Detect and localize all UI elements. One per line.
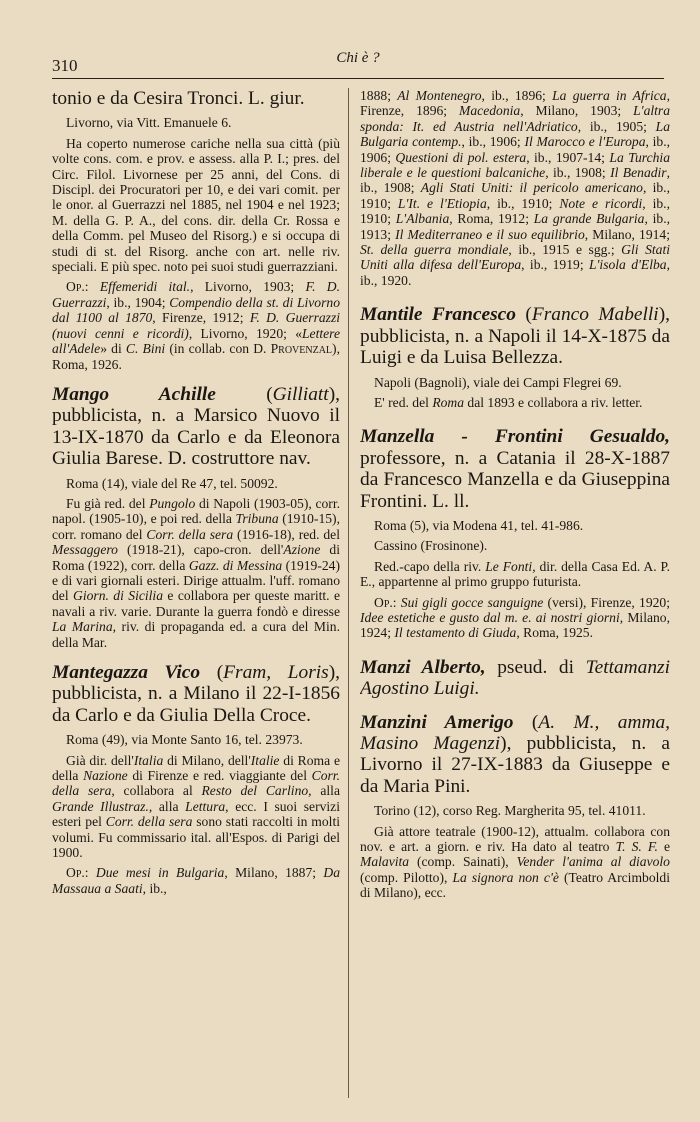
entry-manzi-alberto (360, 657, 670, 700)
page-header (52, 44, 664, 79)
works-list (360, 595, 670, 641)
work-title: Il Mediterraneo e il suo equilibrio (395, 226, 585, 242)
entry-name: Mango Achille (52, 383, 216, 405)
text-run: , ib., 1908; (545, 165, 611, 181)
work-title: La Turchia liberale e le questioni balcaniche (360, 149, 670, 181)
work-title: Corr. della sera (146, 526, 234, 542)
work-title: F. D. Guerrazzi (nuovi cenni e ricordi) (52, 310, 340, 341)
entry-heading: Mantile Francesco (Franco Mabelli), pubblicista, n. a Napoli il 14-X-1875 da Luigi e da Luisa Bellezza. (360, 304, 670, 369)
text-run: , ib., 1896; (481, 88, 553, 103)
entry-name: Manzella - Frontini Gesualdo, (360, 426, 670, 448)
work-title: Il Benadir (610, 165, 667, 181)
work-title: Italie (250, 752, 280, 768)
work-title: Azione (283, 542, 321, 558)
work-title: Macedonia (459, 103, 521, 119)
text-run: di Milano, dell' (163, 752, 251, 768)
work-title: Pungolo (149, 495, 196, 511)
entry-cross-reference: Tettamanzi Agostino Luigi. (360, 656, 670, 700)
works-list-continued (360, 88, 670, 288)
text-run: (comp. Sainati), (409, 854, 517, 870)
text-run: Red.-capo della riv. (374, 558, 486, 574)
entry-tronci-continuation (52, 88, 340, 372)
work-title: L'isola d'Elba (588, 257, 667, 273)
text-run: Già dir. dell' (66, 752, 134, 768)
entry-heading-text: pseud. di (497, 656, 574, 678)
text-run: , ib., 1913; (360, 211, 670, 242)
text-run: di Roma e della (52, 752, 340, 784)
text-run: , Livorno, 1903; (190, 279, 306, 295)
entry-heading-text: pubblicista, n. a Napoli il 14-X-1875 da Luigi e da Luisa Bellezza. (360, 325, 670, 369)
work-title: Messaggero (52, 542, 118, 558)
text-run: , ib., 1910; (360, 180, 670, 211)
text-run: 1888; (360, 88, 398, 103)
text-run: , Roma, 1925. (516, 625, 593, 641)
text-run: dal 1893 e collabora a riv. letter. (464, 394, 643, 410)
work-title: Lettura (185, 798, 226, 814)
work-title: Note e ricordi (559, 195, 643, 211)
work-title: Vender l'anima al diavolo (516, 854, 670, 870)
work-title: F. D. Guerrazzi (52, 279, 340, 310)
text-run: (comp. Pilotto), (360, 869, 453, 885)
work-title: Gli Stati Uniti alla difesa dell'Europa (360, 242, 670, 273)
text-run: E' red. del (374, 394, 433, 410)
works-label: Op.: (374, 594, 397, 610)
works-label: Op.: (66, 279, 89, 295)
entry-heading: Mango Achille (Gilliatt), pubblicista, n. a Marsico Nuovo il 13-IX-1870 da Carlo e da Eleonora Giulia Barese. D. costruttore nav. (52, 383, 340, 470)
entry-name: Manzini Amerigo (360, 711, 514, 733)
text-run: (in collab. con D. (165, 341, 271, 357)
text-run: , ib., 1906; (461, 134, 525, 150)
text-run: » di (100, 341, 126, 357)
text-run: , riv. di propaganda ed. a cura del Min. della Mar. (52, 619, 340, 650)
entry-heading-text: pubblicista, n. a Livorno il 27-IX-1883 da Giuseppe e da Maria Pini. (360, 733, 670, 797)
text-run: , Milano, 1924; (360, 609, 670, 641)
text-run: (1918-21), capo-cron. dell' (117, 542, 284, 558)
text-run: (Teatro Arcimboldi di Milano), ecc. (360, 869, 670, 901)
entry-works (52, 279, 340, 371)
text-run: , Roma, 1912; (449, 211, 534, 227)
work-title: Grande Illustraz. (52, 798, 149, 814)
text-run: , ib., 1910; (360, 195, 670, 227)
entry-address: Roma (49), via Monte Santo 16, tel. 23973. (66, 732, 303, 748)
work-title: Gazz. di Messina (188, 557, 283, 573)
works-list (52, 279, 340, 371)
entry-heading: tonio e da Cesira Tronci. L. giur. (52, 88, 305, 109)
work-title: Sui gigli gocce sanguigne (400, 594, 544, 610)
work-title: Corr. della sera (105, 814, 193, 830)
entry-address-secondary: Cassino (Frosinone). (374, 538, 488, 554)
text-run: , Firenze, 1896; (360, 88, 670, 119)
entry-biography: Ha coperto numerose cariche nella sua città (più volte cons. com. e prov. e assess. alla P. I.; pres. del Circ. Filol. Livornese per 25 anni, del Cons. di Discipl. dei Procuratori per 10, e dei vari comit. per le onor. al Guerrazzi nel 1885, nel 1904 e nel 1923; M. della G. P. A., del cons. dir. della Cr. Rossa e della Comm. pel Museo del Risorg.) e si occupa di studi di st. del Risorg. anche con art. nelle riv. speciali. E più spec. noto pei suoi studi guerrazziani. (52, 135, 340, 275)
work-title: L'altra sponda: It. ed Austria nell'Adriatico (360, 103, 670, 134)
text-run: ), Roma, 1926. (52, 341, 340, 372)
work-title: La Bulgaria contemp. (360, 118, 670, 150)
text-run: Già attore teatrale (1900-12), attualm. collabora con nov. e art. a giorn. e riv. Ha dato al teatro (360, 823, 670, 855)
entry-heading (360, 657, 670, 700)
entry-address: Livorno, via Vitt. Emanuele 6. (66, 115, 232, 131)
entry-address: Torino (12), corso Reg. Margherita 95, tel. 41011. (374, 803, 646, 819)
entry-heading-text: pubblicista, n. a Milano il 22-I-1856 da Carlo e da Giulia Della Croce. (52, 683, 340, 726)
entry-mango-achille (52, 384, 340, 650)
text-run: , ib., 1907-14; (526, 149, 610, 165)
works-label: Op.: (66, 865, 89, 881)
entry-manzella-frontini (360, 426, 670, 640)
entry-works (360, 595, 670, 641)
work-title: St. della guerra mondiale (360, 242, 509, 258)
work-title: Roma (432, 394, 465, 410)
work-title: La Marina (52, 619, 113, 635)
works-list (52, 865, 340, 895)
text-run: , ecc. I suoi servizi esteri pel (52, 798, 340, 830)
entry-biography (360, 559, 670, 590)
text-run: , alla (308, 783, 340, 799)
entry-biography (52, 753, 340, 861)
entry-heading: Manzini Amerigo (A. M., amma, Masino Magenzi), pubblicista, n. a Livorno il 27-IX-1883 da Giuseppe e da Maria Pini. (360, 711, 670, 797)
text-run: (versi), Firenze, 1920; (543, 594, 670, 610)
entry-manzini-amerigo (360, 712, 670, 901)
text-run: , ib., 1920. (360, 257, 670, 288)
text-run: Fu già red. del (66, 495, 150, 511)
entry-alias: Fram, Loris (223, 662, 329, 683)
text-run: , ib., 1910; (486, 195, 560, 211)
entry-heading: Mantegazza Vico (Fram, Loris), pubblicista, n. a Milano il 22-I-1856 da Carlo e da Giulia Della Croce. (52, 662, 340, 726)
work-title: Il Marocco e l'Europa (524, 134, 646, 150)
work-title: L'Albania (395, 211, 450, 227)
work-title: L'It. e l'Etiopia (397, 195, 487, 211)
entry-biography (360, 395, 670, 410)
text-run: , dir. della Casa Ed. A. P. E., appartenne al primo gruppo futurista. (360, 558, 670, 590)
work-title: Idee estetiche e gusto dal m. e. ai nostri giorni (360, 609, 620, 625)
running-head: Chi è ? (336, 50, 380, 66)
work-title: La guerra in Africa (552, 88, 667, 103)
entry-address: Roma (5), via Modena 41, tel. 41-986. (374, 517, 584, 533)
entry-alias: Gilliatt (272, 383, 329, 405)
entry-biography (360, 824, 670, 901)
right-column (360, 88, 670, 1102)
work-title: Italia (133, 752, 164, 768)
work-title: Lettere all'Adele (52, 325, 340, 357)
work-title: Effemeridi ital. (99, 279, 191, 295)
text-run: di Roma (1922), corr. della (52, 542, 340, 573)
text-run: , ib., 1905; (577, 118, 656, 134)
work-title: Tribuna (235, 511, 279, 527)
text-run: , collabora al (111, 783, 202, 799)
text-run: Provenzal (270, 341, 333, 357)
text-run: , alla (148, 798, 186, 814)
entry-name: Manzi Alberto, (360, 656, 486, 678)
work-title: Corr. della sera (52, 768, 340, 799)
entry-heading-text: professore, n. a Catania il 28-X-1887 da Francesco Manzella e da Giuseppina Frontini. L. ll. (360, 447, 670, 512)
entry-mantegazza-vico (52, 662, 340, 896)
entry-heading (360, 426, 670, 512)
entry-alias: Franco Mabelli (531, 304, 659, 326)
column-rule (348, 88, 349, 1098)
text-run: , Milano, 1914; (584, 226, 670, 242)
text-run: , Milano, 1887; (224, 865, 324, 881)
entry-mantegazza-continuation (360, 88, 670, 288)
work-title: Due mesi in Bulgaria (95, 865, 225, 881)
text-run: (1919-24) e di vari giornali esteri. Dirige attualm. l'uff. romano del (52, 557, 340, 604)
left-column (52, 88, 340, 1102)
entry-biography (52, 496, 340, 650)
work-title: Nazione (83, 768, 128, 784)
work-title: La signora non c'è (452, 869, 559, 885)
text-run: , ib., 1908; (360, 165, 670, 196)
work-title: Resto del Carlino (201, 783, 309, 799)
entry-alias: A. M., amma, Masino Magenzi (360, 711, 670, 754)
work-title: La grande Bulgaria (533, 211, 645, 227)
entry-address: Napoli (Bagnoli), viale dei Campi Flegrei 69. (374, 374, 622, 390)
work-title: C. Bini (125, 341, 166, 357)
work-title: Il testamento di Giuda (394, 625, 517, 641)
work-title: T. S. F. (615, 839, 658, 855)
text-run: , ib., 1904; (106, 294, 170, 310)
work-title: Le Fonti (485, 558, 533, 574)
work-title: Agli Stati Uniti: il pericolo americano (420, 180, 643, 196)
text-run: , ib., (142, 880, 167, 896)
work-title: Al Montenegro (397, 88, 482, 103)
text-run: di Napoli (1903-05), corr. napol. (1905-10), e poi red. della (52, 495, 340, 527)
entry-address: Roma (14), viale del Re 47, tel. 50092. (66, 475, 278, 491)
text-run: sono stati raccolti in molti volumi. Fu commissario ital. all'Espos. di Parigi del 1900. (52, 814, 340, 861)
text-run: , ib., 1915 e sgg.; (508, 242, 622, 258)
text-run: e collabora per queste maritt. e navali a riv. varie. Durante la guerra fondò e diresse (52, 588, 340, 619)
work-title: Giorn. di Sicilia (73, 588, 164, 604)
entry-name: Mantile Francesco (360, 304, 516, 326)
entry-mantile-francesco (360, 304, 670, 410)
text-run: e (657, 839, 670, 855)
text-run: , Livorno, 1920; « (188, 325, 302, 341)
page-number: 310 (52, 56, 78, 75)
text-run: , Firenze, 1912; (152, 310, 250, 326)
entry-name: Mantegazza Vico (52, 662, 201, 683)
text-run: (1910-15), corr. romano del (52, 511, 340, 542)
work-title: Da Massaua a Saati (52, 865, 340, 896)
text-run: , Milano, 1903; (520, 103, 634, 119)
text-run: di Firenze e red. viaggiante del (127, 768, 312, 784)
work-title: Questioni di pol. estera (395, 149, 527, 165)
work-title: Compendio della st. di Livorno dal 1100 al 1870 (52, 294, 340, 326)
text-run: , ib., 1906; (360, 134, 670, 165)
entry-works (52, 865, 340, 896)
text-run: , ib., 1919; (521, 257, 589, 273)
entry-heading-text: pubblicista, n. a Marsico Nuovo il 13-IX-1870 da Carlo e da Eleonora Giulia Barese. D. costruttore nav. (52, 405, 340, 470)
work-title: Malavita (360, 854, 410, 870)
text-run: (1916-18), red. del (233, 526, 340, 542)
